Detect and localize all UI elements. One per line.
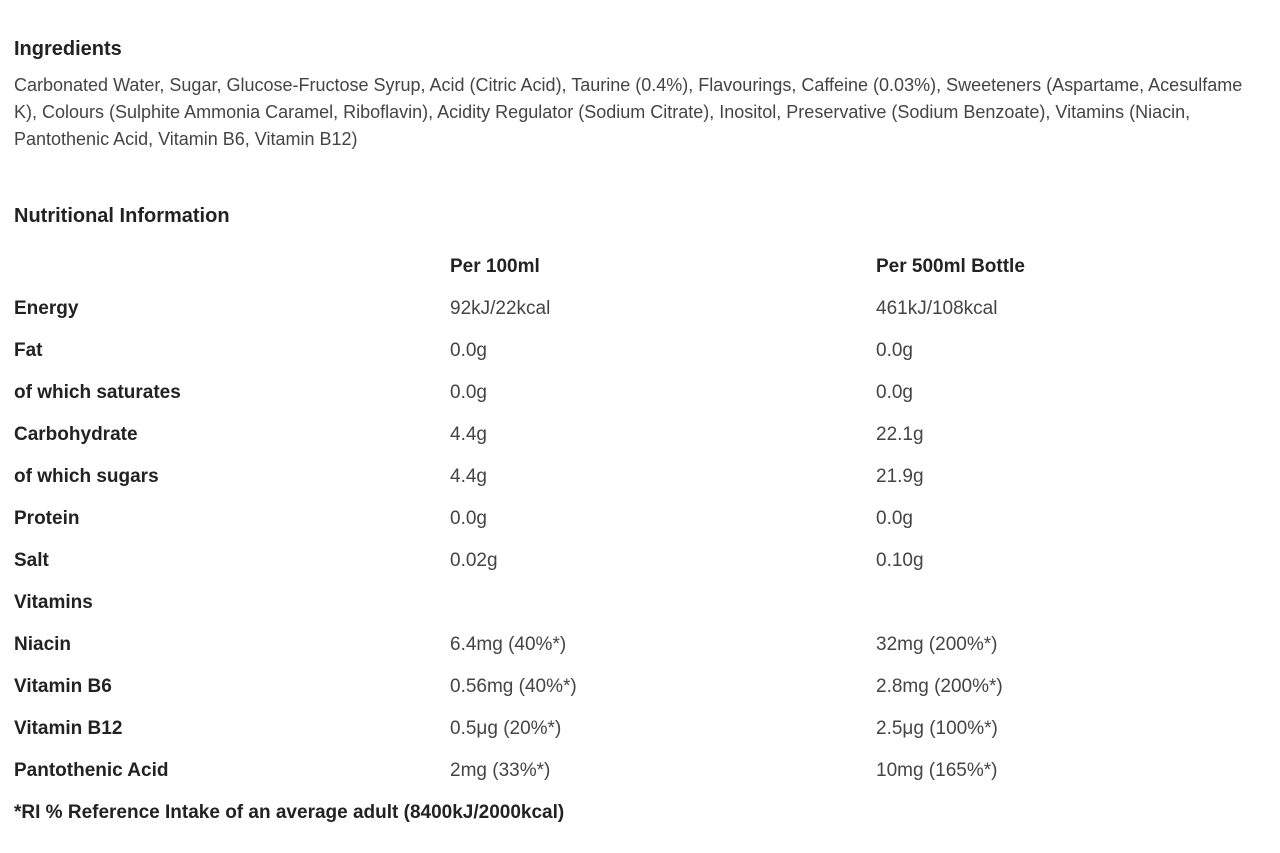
table-row — [14, 288, 1025, 330]
table-row — [14, 456, 1025, 498]
column-header-per-500ml: Per 500ml Bottle — [876, 256, 1025, 277]
per-100ml-value: 92kJ/22kcal — [450, 298, 551, 319]
reference-intake-footnote: *RI % Reference Intake of an average adult (8400kJ/2000kcal) — [14, 802, 565, 823]
per-100ml-value: 0.02g — [450, 550, 498, 571]
nutrient-label: Niacin — [14, 634, 72, 655]
per-500ml-value: 32mg (200%*) — [876, 634, 998, 655]
nutrition-heading: Nutritional Information — [14, 205, 230, 227]
per-100ml-value: 2mg (33%*) — [450, 760, 551, 781]
per-500ml-value: 0.10g — [876, 550, 924, 571]
nutrition-table — [14, 246, 1025, 792]
nutrient-label: Vitamins — [14, 592, 93, 613]
column-header-nutrient — [14, 246, 450, 288]
per-500ml-value: 0.0g — [876, 340, 913, 361]
per-100ml-value: 0.56mg (40%*) — [450, 676, 577, 697]
per-500ml-value: 2.5μg (100%*) — [876, 718, 998, 739]
table-row — [14, 624, 1025, 666]
table-row — [14, 498, 1025, 540]
per-500ml-value: 0.0g — [876, 508, 913, 529]
table-row — [14, 540, 1025, 582]
nutrition-table-body — [14, 288, 1025, 792]
ingredients-section — [14, 36, 1270, 153]
per-100ml-value — [450, 582, 876, 624]
per-100ml-value: 0.0g — [450, 340, 487, 361]
nutrient-label: Vitamin B6 — [14, 676, 112, 697]
table-row — [14, 750, 1025, 792]
per-500ml-value: 461kJ/108kcal — [876, 298, 998, 319]
per-500ml-value: 0.0g — [876, 382, 913, 403]
table-row — [14, 708, 1025, 750]
ingredients-heading: Ingredients — [14, 38, 122, 60]
table-row — [14, 414, 1025, 456]
nutrient-label: Carbohydrate — [14, 424, 138, 445]
nutrient-label: Protein — [14, 508, 80, 529]
column-header-per-100ml: Per 100ml — [450, 256, 540, 277]
per-500ml-value: 2.8mg (200%*) — [876, 676, 1003, 697]
per-500ml-value: 22.1g — [876, 424, 924, 445]
per-100ml-value: 4.4g — [450, 424, 487, 445]
per-100ml-value: 0.5μg (20%*) — [450, 718, 562, 739]
nutrient-label: Vitamin B12 — [14, 718, 123, 739]
nutrient-label: Pantothenic Acid — [14, 760, 169, 781]
nutrition-header-row — [14, 246, 1025, 288]
nutrition-section — [14, 203, 1270, 834]
per-500ml-value: 10mg (165%*) — [876, 760, 998, 781]
nutrient-label: of which saturates — [14, 382, 181, 403]
per-500ml-value: 21.9g — [876, 466, 924, 487]
nutrient-label: of which sugars — [14, 466, 159, 487]
table-row — [14, 666, 1025, 708]
product-info — [14, 36, 1270, 834]
table-row — [14, 582, 1025, 624]
per-500ml-value — [876, 582, 1025, 624]
nutrient-label: Salt — [14, 550, 49, 571]
nutrient-label: Energy — [14, 298, 79, 319]
per-100ml-value: 0.0g — [450, 508, 487, 529]
nutrient-label: Fat — [14, 340, 43, 361]
per-100ml-value: 4.4g — [450, 466, 487, 487]
per-100ml-value: 6.4mg (40%*) — [450, 634, 567, 655]
table-row — [14, 330, 1025, 372]
table-row — [14, 372, 1025, 414]
per-100ml-value: 0.0g — [450, 382, 487, 403]
ingredients-text: Carbonated Water, Sugar, Glucose-Fructose Syrup, Acid (Citric Acid), Taurine (0.4%), Flavourings, Caffeine (0.03%), Sweeteners (Aspartame, Acesulfame K), Colours (Sulphite Ammonia Caramel, Riboflavin), Acidity Regulator (Sodium Citrate), Inositol, Preservative (Sodium Benzoate), Vitamins (Niacin, Pantothenic Acid, Vitamin B6, Vitamin B12) — [14, 75, 1243, 149]
